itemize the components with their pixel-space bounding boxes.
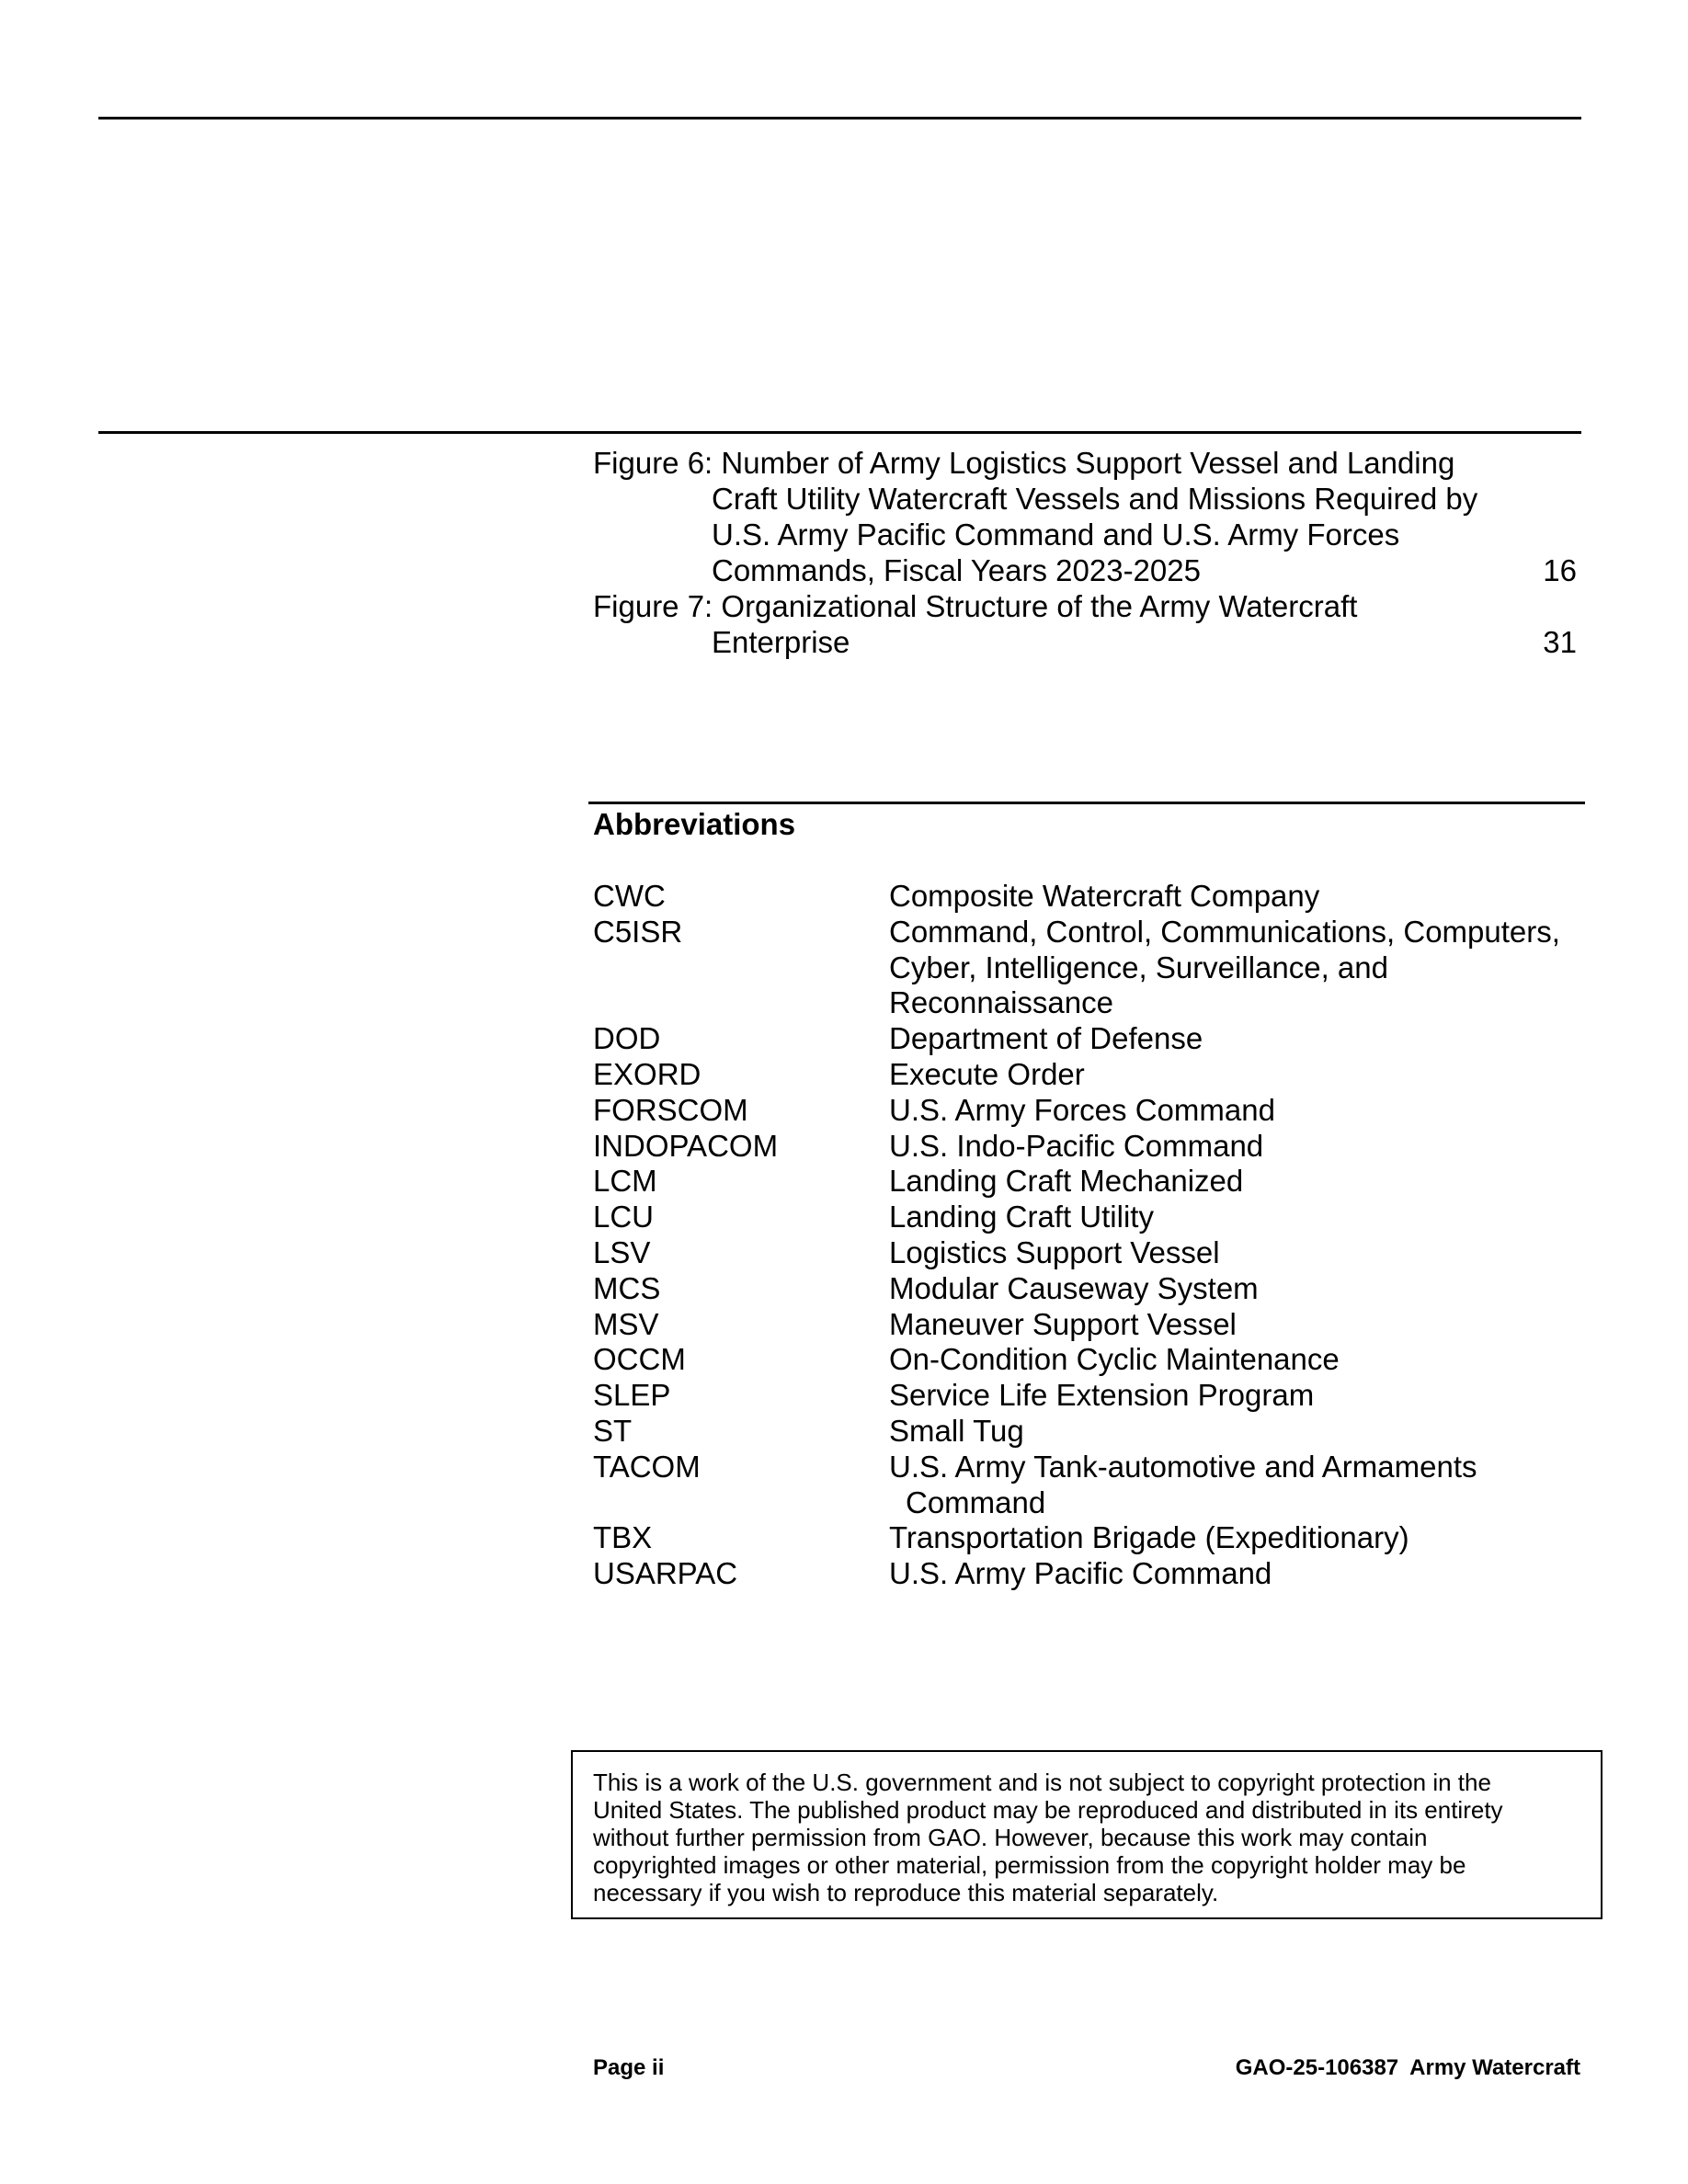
report-title: Army Watercraft bbox=[1409, 2055, 1580, 2080]
abbreviation-definition bbox=[889, 1342, 1586, 1378]
copyright-line: necessary if you wish to reproduce this material separately. bbox=[593, 1879, 1219, 1906]
abbreviation-term: INDOPACOM bbox=[593, 1128, 779, 1163]
copyright-line: This is a work of the U.S. government and is not subject to copyright protection in the bbox=[593, 1769, 1491, 1796]
abbreviations-heading: Abbreviations bbox=[593, 807, 796, 841]
definition-line: Maneuver Support Vessel bbox=[889, 1306, 1237, 1341]
figure-page-number: 31 bbox=[1543, 625, 1577, 659]
abbreviation-row bbox=[593, 915, 1586, 1021]
top-divider bbox=[98, 117, 1581, 119]
figure-entry-line: Craft Utility Watercraft Vessels and Missions Required by bbox=[712, 482, 1478, 516]
abbreviation-term: TACOM bbox=[593, 1449, 701, 1484]
abbreviation-term: LSV bbox=[593, 1234, 651, 1269]
abbreviation-term: CWC bbox=[593, 879, 666, 913]
definition-line: U.S. Army Tank-automotive and Armaments bbox=[889, 1449, 1477, 1484]
abbreviations-divider bbox=[588, 802, 1585, 804]
abbreviation-row bbox=[593, 1520, 1586, 1556]
abbreviation-definition bbox=[889, 1200, 1586, 1235]
abbreviation-definition bbox=[889, 915, 1586, 1021]
definition-line: On-Condition Cyclic Maintenance bbox=[889, 1342, 1340, 1377]
page-number: Page ii bbox=[593, 2055, 665, 2080]
definition-line: U.S. Indo-Pacific Command bbox=[889, 1128, 1264, 1163]
abbreviation-term: MSV bbox=[593, 1306, 659, 1341]
definition-line: U.S. Army Forces Command bbox=[889, 1092, 1275, 1127]
abbreviation-definition bbox=[889, 1307, 1586, 1343]
abbreviation-definition bbox=[889, 1235, 1586, 1271]
definition-line: Department of Defense bbox=[889, 1021, 1203, 1056]
abbreviation-term: FORSCOM bbox=[593, 1092, 748, 1127]
definition-line: Command bbox=[906, 1484, 1046, 1519]
abbreviation-definition bbox=[889, 1520, 1586, 1556]
abbreviation-definition bbox=[889, 1164, 1586, 1200]
definition-line: Reconnaissance bbox=[889, 985, 1113, 1020]
figure-entry-line: Commands, Fiscal Years 2023-2025 bbox=[712, 553, 1201, 587]
abbreviation-term: MCS bbox=[593, 1270, 661, 1305]
abbreviation-row bbox=[593, 1378, 1586, 1414]
copyright-line: without further permission from GAO. However, because this work may contain bbox=[593, 1824, 1428, 1851]
figure-page-number: 16 bbox=[1543, 553, 1577, 587]
figure-entry-last-line bbox=[593, 552, 1577, 588]
copyright-line: copyrighted images or other material, permission from the copyright holder may be bbox=[593, 1851, 1466, 1879]
definition-line: Landing Craft Mechanized bbox=[889, 1164, 1244, 1199]
abbreviation-row bbox=[593, 1556, 1586, 1592]
definition-line: Landing Craft Utility bbox=[889, 1200, 1154, 1234]
abbreviation-row bbox=[593, 1307, 1586, 1343]
abbreviation-term: TBX bbox=[593, 1520, 653, 1555]
abbreviation-row bbox=[593, 879, 1586, 915]
abbreviation-row bbox=[593, 1414, 1586, 1450]
copyright-notice bbox=[571, 1750, 1602, 1919]
abbreviation-definition bbox=[889, 1271, 1586, 1307]
abbreviation-row bbox=[593, 1164, 1586, 1200]
figure-entry-line: Figure 6: Number of Army Logistics Support Vessel and Landing bbox=[593, 446, 1455, 480]
abbreviation-definition bbox=[889, 1556, 1586, 1592]
abbreviation-row bbox=[593, 1093, 1586, 1129]
definition-line: Composite Watercraft Company bbox=[889, 879, 1320, 913]
abbreviation-definition bbox=[889, 1414, 1586, 1450]
abbreviation-term: C5ISR bbox=[593, 914, 683, 949]
abbreviation-definition bbox=[889, 1057, 1586, 1093]
figure-list-entry[interactable] bbox=[593, 445, 1577, 588]
definition-line: Transportation Brigade (Expeditionary) bbox=[889, 1520, 1409, 1555]
definition-line: Execute Order bbox=[889, 1056, 1085, 1091]
abbreviation-definition bbox=[889, 879, 1586, 915]
figure-entry-line: Enterprise bbox=[712, 625, 850, 659]
abbreviation-row bbox=[593, 1235, 1586, 1271]
abbreviation-row bbox=[593, 1271, 1586, 1307]
abbreviation-definition bbox=[889, 1021, 1586, 1057]
abbreviations-list bbox=[593, 879, 1586, 1592]
definition-line: Command, Control, Communications, Computers, bbox=[889, 914, 1560, 949]
definition-line: Cyber, Intelligence, Surveillance, and bbox=[889, 950, 1388, 984]
definition-line: U.S. Army Pacific Command bbox=[889, 1556, 1272, 1591]
definition-line: Small Tug bbox=[889, 1413, 1024, 1448]
report-identifier bbox=[1236, 2055, 1580, 2081]
abbreviation-definition bbox=[889, 1129, 1586, 1165]
figure-entry-line: U.S. Army Pacific Command and U.S. Army Forces bbox=[712, 518, 1400, 552]
definition-line: Service Life Extension Program bbox=[889, 1378, 1315, 1413]
abbreviation-term: LCU bbox=[593, 1200, 655, 1234]
abbreviation-row bbox=[593, 1200, 1586, 1235]
abbreviation-term: SLEP bbox=[593, 1378, 671, 1413]
abbreviation-term: DOD bbox=[593, 1021, 661, 1056]
abbreviation-term: USARPAC bbox=[593, 1556, 738, 1591]
section-divider bbox=[98, 431, 1581, 434]
abbreviation-row bbox=[593, 1342, 1586, 1378]
abbreviation-row bbox=[593, 1450, 1586, 1521]
abbreviation-term: EXORD bbox=[593, 1056, 701, 1091]
abbreviation-definition bbox=[889, 1450, 1586, 1521]
abbreviation-row bbox=[593, 1057, 1586, 1093]
abbreviation-definition bbox=[889, 1093, 1586, 1129]
report-number: GAO-25-106387 bbox=[1235, 2055, 1399, 2080]
abbreviation-term: LCM bbox=[593, 1164, 657, 1199]
abbreviation-row bbox=[593, 1021, 1586, 1057]
definition-line: Modular Causeway System bbox=[889, 1270, 1259, 1305]
copyright-line: United States. The published product may be reproduced and distributed in its entirety bbox=[593, 1796, 1503, 1824]
figure-entry-last-line bbox=[593, 624, 1577, 660]
figure-list-entry[interactable] bbox=[593, 588, 1577, 660]
definition-line: Logistics Support Vessel bbox=[889, 1234, 1220, 1269]
abbreviation-term: ST bbox=[593, 1413, 633, 1448]
abbreviation-term: OCCM bbox=[593, 1342, 686, 1377]
abbreviation-row bbox=[593, 1129, 1586, 1165]
figure-entry-line: Figure 7: Organizational Structure of the Army Watercraft bbox=[593, 589, 1358, 623]
abbreviation-definition bbox=[889, 1378, 1586, 1414]
